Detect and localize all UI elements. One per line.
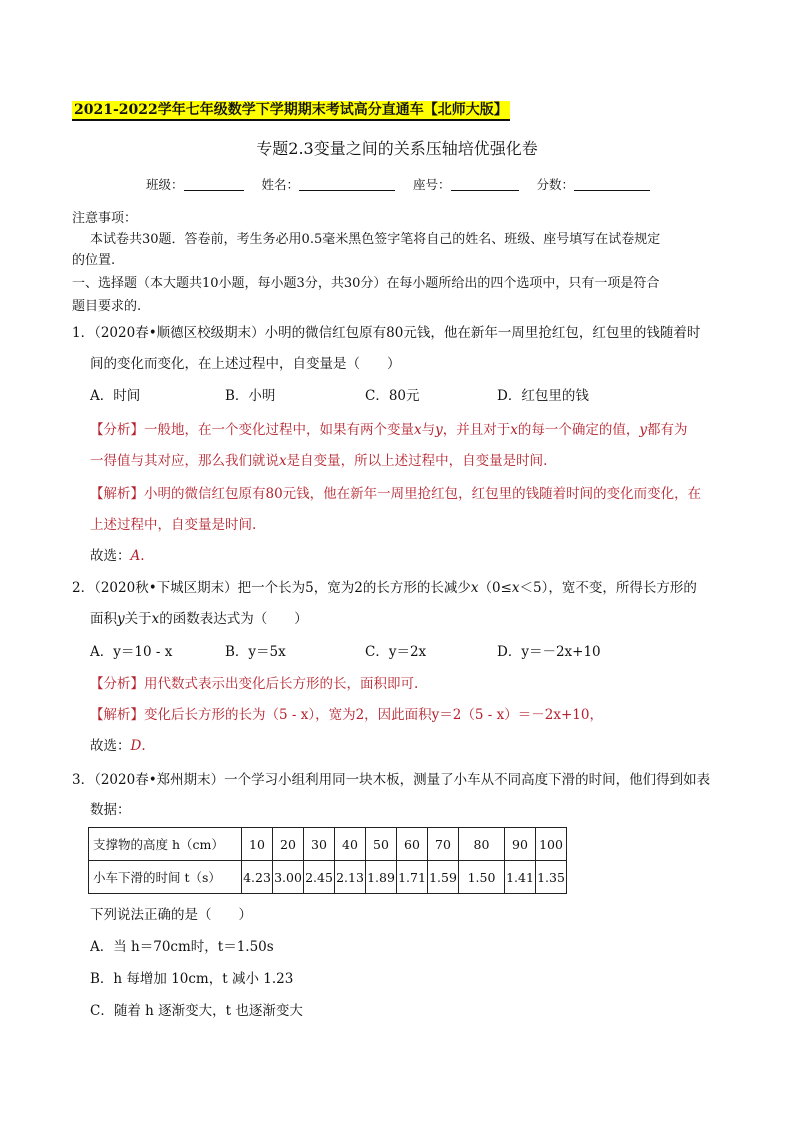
q2-answer-letter: D bbox=[130, 738, 142, 754]
q2-var-x: x bbox=[511, 580, 520, 596]
name-blank[interactable] bbox=[299, 177, 395, 191]
table-cell: 1.59 bbox=[428, 861, 459, 894]
q1-option-b[interactable]: B．小明 bbox=[225, 388, 276, 404]
seat-blank[interactable] bbox=[451, 177, 519, 191]
q1-analysis-text: 都有为 bbox=[647, 422, 688, 438]
q2-solution bbox=[90, 705, 603, 725]
q3-data-table bbox=[88, 827, 567, 894]
table-cell: 70 bbox=[428, 828, 459, 861]
table-cell: 10 bbox=[242, 828, 273, 861]
q1-analysis-text: 的每一个确定的值， bbox=[517, 422, 640, 438]
q2-solution-text: 变化后长方形的长为（5 - x），宽为2，因此面积y＝2（5 - x）＝－2x+10， bbox=[144, 707, 603, 723]
q2-stem-text: 2．（2020秋•下城区期末）把一个长为5，宽为2的长方形的长减少 bbox=[72, 580, 471, 596]
q2-analysis-tag: 【分析】 bbox=[90, 676, 144, 692]
q1-var-x: x bbox=[510, 422, 518, 438]
student-info-row bbox=[146, 176, 650, 194]
q1-solution-line2: 上述过程中，自变量是时间. bbox=[90, 517, 257, 533]
table-cell: 40 bbox=[335, 828, 366, 861]
table-cell: 20 bbox=[273, 828, 304, 861]
score-blank[interactable] bbox=[574, 177, 650, 191]
table-cell: 80 bbox=[459, 828, 505, 861]
section-heading-line1: 一、选择题（本大题共10小题，每小题3分，共30分）在每小题所给出的四个选项中，只有一项是符合 bbox=[72, 276, 660, 291]
notice-body-line2: 的位置. bbox=[72, 253, 116, 268]
q1-solution-tag: 【解析】 bbox=[90, 486, 144, 502]
page-title: 专题2.3变量之间的关系压轴培优强化卷 bbox=[256, 139, 538, 158]
table-cell: 2.13 bbox=[335, 861, 366, 894]
q2-option-d[interactable]: D．y＝－2x+10 bbox=[497, 644, 601, 660]
q1-analysis-text: 一般地，在一个变化过程中，如果有两个变量 bbox=[144, 422, 414, 438]
score-label: 分数： bbox=[536, 177, 575, 192]
table-cell: 1.71 bbox=[397, 861, 428, 894]
q3-option-b[interactable]: B．h 每增加 10cm，t 减小 1.23 bbox=[90, 971, 294, 987]
q1-answer-prefix: 故选： bbox=[90, 548, 131, 564]
q1-analysis-text: 一得值与其对应，那么我们就说 bbox=[90, 453, 279, 469]
table-cell: 2.45 bbox=[304, 861, 335, 894]
q2-option-a[interactable]: A．y＝10 - x bbox=[90, 644, 173, 660]
q3-option-c[interactable]: C．随着 h 逐渐变大，t 也逐渐变大 bbox=[90, 1003, 303, 1019]
notice-heading: 注意事项： bbox=[72, 211, 138, 226]
q1-analysis-text: ，并且对于 bbox=[442, 422, 511, 438]
q2-var-x: x bbox=[151, 611, 160, 627]
q2-analysis bbox=[90, 674, 418, 694]
class-blank[interactable] bbox=[184, 177, 244, 191]
q2-stem-text: （0≤ bbox=[478, 580, 512, 596]
q2-option-b[interactable]: B．y＝5x bbox=[225, 644, 286, 660]
q1-solution-line1 bbox=[90, 484, 701, 504]
table-row bbox=[89, 861, 567, 894]
q3-question: 下列说法正确的是（ ） bbox=[90, 907, 252, 923]
q2-stem-line2 bbox=[90, 609, 308, 629]
name-label: 姓名： bbox=[261, 177, 300, 192]
q2-stem-text: ＜5），宽不变，所得长方形的 bbox=[519, 580, 697, 596]
q2-answer bbox=[90, 736, 146, 756]
q1-solution-text: 小明的微信红包原有80元钱，他在新年一周里抢红包，红包里的钱随着时间的变化而变化，在 bbox=[144, 486, 702, 502]
table-cell: 3.00 bbox=[273, 861, 304, 894]
q1-var-x: x bbox=[279, 453, 287, 469]
q1-var-y: y bbox=[639, 422, 648, 438]
q1-var-y: y bbox=[435, 422, 443, 438]
q3-stem-line1: 3．（2020春•郑州期末）一个学习小组利用同一块木板，测量了小车从不同高度下滑的时间，他们得到如表 bbox=[72, 772, 711, 788]
q1-answer-suffix: . bbox=[140, 548, 145, 564]
q1-analysis-tag: 【分析】 bbox=[90, 422, 144, 438]
table-cell: 1.89 bbox=[366, 861, 397, 894]
q2-var-y: y bbox=[117, 611, 125, 627]
q1-analysis-line2 bbox=[90, 451, 547, 471]
q1-analysis-line1 bbox=[90, 420, 688, 440]
section-heading-line2: 题目要求的. bbox=[72, 299, 142, 314]
q2-answer-prefix: 故选： bbox=[90, 738, 131, 754]
notice-body-line1: 本试卷共30题．答卷前，考生务必用0.5毫米黑色签字笔将自己的姓名、班级、座号填写在试卷规定 bbox=[90, 232, 661, 247]
q1-option-d[interactable]: D．红包里的钱 bbox=[497, 388, 589, 404]
q1-option-a[interactable]: A．时间 bbox=[90, 388, 141, 404]
q2-var-x: x bbox=[470, 580, 479, 596]
series-banner: 2021-2022学年七年级数学下学期期末考试高分直通车【北师大版】 bbox=[72, 101, 510, 121]
q2-stem-text: 关于 bbox=[124, 611, 152, 627]
table-row bbox=[89, 828, 567, 861]
table-cell: 100 bbox=[536, 828, 567, 861]
class-label: 班级： bbox=[146, 177, 184, 192]
q1-analysis-text: 是自变量，所以上述过程中，自变量是时间. bbox=[286, 453, 548, 469]
q2-stem-line1 bbox=[72, 578, 697, 598]
q1-analysis-text: 与 bbox=[421, 422, 436, 438]
table-row-label: 小车下滑的时间 t（s） bbox=[89, 861, 242, 894]
table-cell: 4.23 bbox=[242, 861, 273, 894]
q1-answer-letter: A bbox=[130, 548, 141, 564]
q2-solution-tag: 【解析】 bbox=[90, 707, 144, 723]
q3-stem-line2: 数据： bbox=[90, 802, 131, 818]
table-cell: 1.50 bbox=[459, 861, 505, 894]
q1-option-c[interactable]: C．80元 bbox=[365, 388, 420, 404]
q2-answer-suffix: . bbox=[141, 738, 146, 754]
table-row-label: 支撑物的高度 h（cm） bbox=[89, 828, 242, 861]
table-cell: 30 bbox=[304, 828, 335, 861]
q3-option-a[interactable]: A．当 h＝70cm时，t＝1.50s bbox=[90, 939, 274, 955]
q1-stem-line2: 间的变化而变化，在上述过程中，自变量是（ ） bbox=[90, 356, 401, 372]
seat-label: 座号： bbox=[413, 177, 451, 192]
table-cell: 60 bbox=[397, 828, 428, 861]
q2-stem-text: 面积 bbox=[90, 611, 117, 627]
q1-answer bbox=[90, 546, 145, 566]
q2-option-c[interactable]: C．y＝2x bbox=[365, 644, 427, 660]
q2-stem-text: 的函数表达式为（ ） bbox=[159, 611, 308, 627]
table-cell: 50 bbox=[366, 828, 397, 861]
table-cell: 1.35 bbox=[536, 861, 567, 894]
q2-analysis-text: 用代数式表示出变化后长方形的长，面积即可. bbox=[144, 676, 419, 692]
q1-stem-line1: 1．（2020春•顺德区校级期末）小明的微信红包原有80元钱，他在新年一周里抢红包，红包里的钱随着时 bbox=[72, 325, 701, 341]
q1-var-x: x bbox=[414, 422, 422, 438]
table-cell: 90 bbox=[505, 828, 536, 861]
table-cell: 1.41 bbox=[505, 861, 536, 894]
